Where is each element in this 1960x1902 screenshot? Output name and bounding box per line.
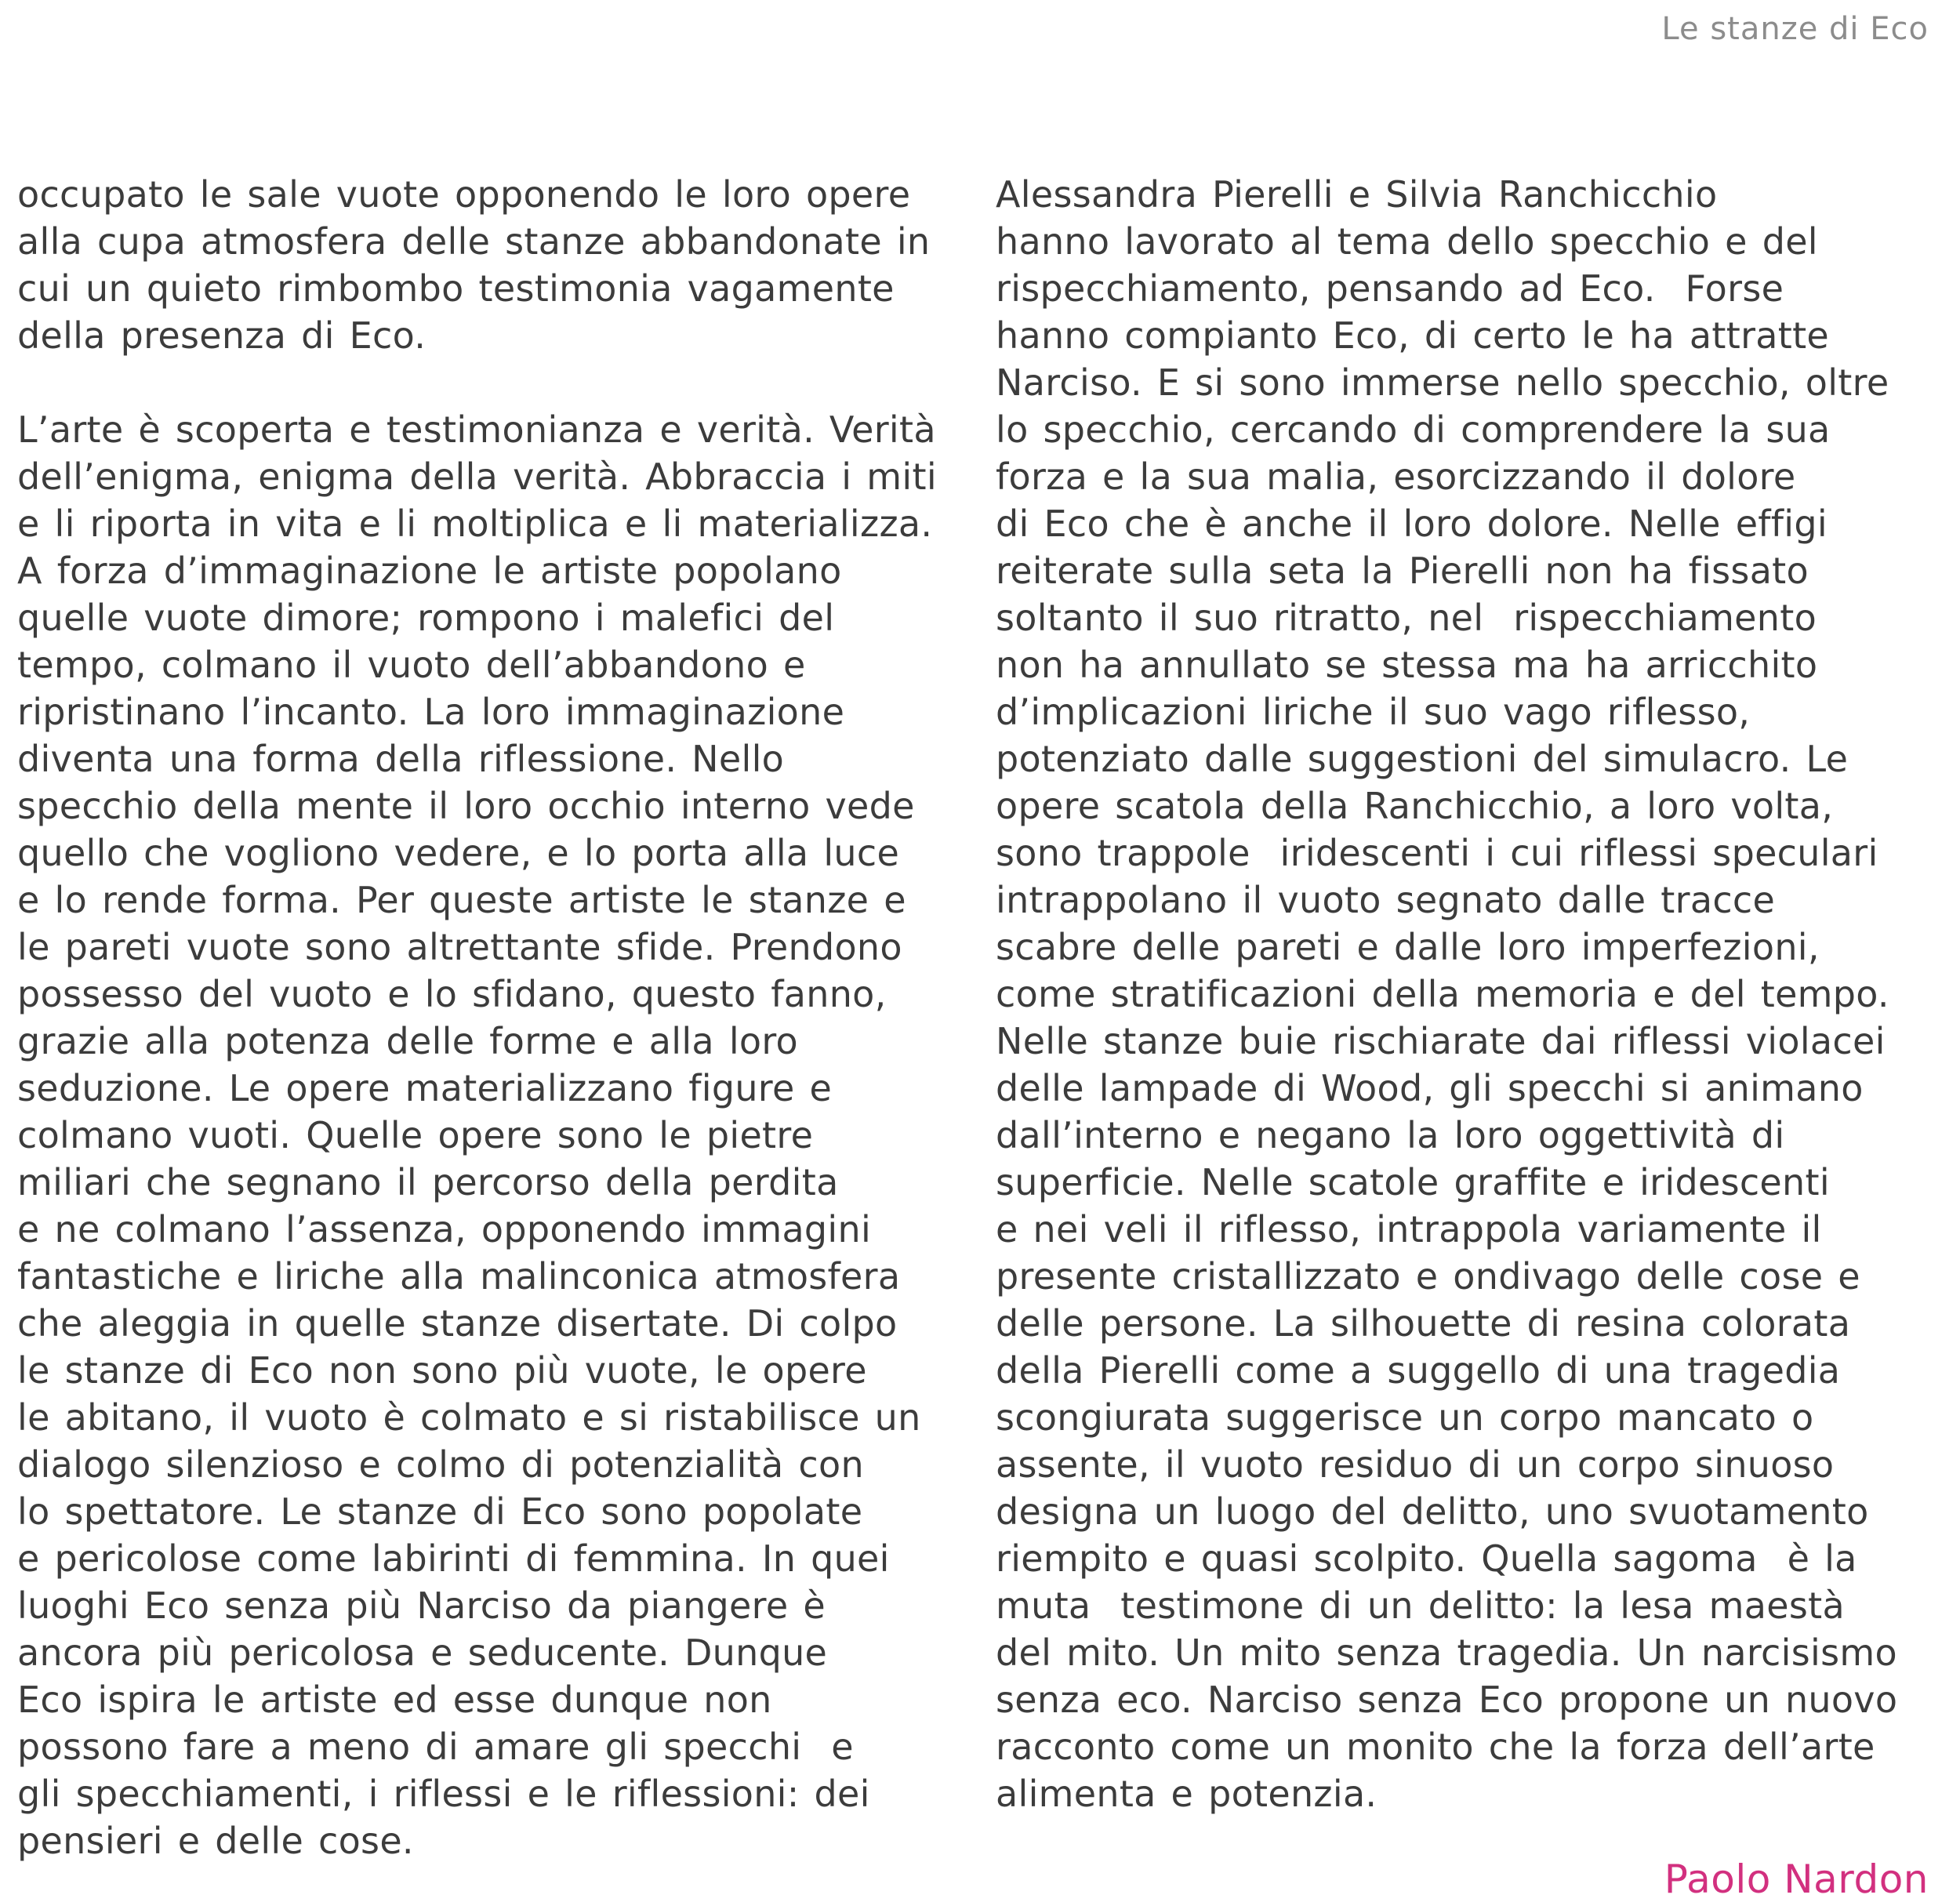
text-line: che aleggia in quelle stanze disertate. Di colpo (17, 1302, 898, 1345)
text-line: e ne colmano l’assenza, opponendo immagini (17, 1208, 872, 1250)
text-line: e lo rende forma. Per queste artiste le stanze e (17, 879, 906, 921)
text-line: Eco ispira le artiste ed esse dunque non (17, 1679, 772, 1721)
author-signature: Paolo Nardon (1664, 1857, 1929, 1902)
text-line: quelle vuote dimore; rompono i malefici del (17, 597, 835, 639)
text-line: presente cristallizzato e ondivago delle cose e (996, 1255, 1860, 1298)
text-line: ancora più pericolosa e seducente. Dunque (17, 1632, 828, 1674)
text-line: scongiurata suggerisce un corpo mancato o (996, 1396, 1814, 1439)
text-line: hanno compianto Eco, di certo le ha attratte (996, 314, 1830, 357)
text-line: specchio della mente il loro occhio interno vede (17, 785, 915, 827)
text-line: possesso del vuoto e lo sfidano, questo fanno, (17, 973, 887, 1015)
text-line: colmano vuoti. Quelle opere sono le pietre (17, 1114, 814, 1156)
right-text-column (996, 171, 1948, 1817)
text-line: della presenza di Eco. (17, 314, 426, 357)
text-line: alla cupa atmosfera delle stanze abbandonate in (17, 220, 931, 263)
text-line: le stanze di Eco non sono più vuote, le opere (17, 1349, 867, 1392)
text-line: sono trappole iridescenti i cui riflessi speculari (996, 832, 1878, 874)
text-line: le abitano, il vuoto è colmato e si ristabilisce un (17, 1396, 921, 1439)
text-line: Nelle stanze buie rischiarate dai riflessi violacei (996, 1020, 1886, 1062)
text-line: di Eco che è anche il loro dolore. Nelle effigi (996, 503, 1828, 545)
text-line: scabre delle pareti e dalle loro imperfezioni, (996, 926, 1820, 968)
text-line: delle persone. La silhouette di resina colorata (996, 1302, 1851, 1345)
text-line: dialogo silenzioso e colmo di potenzialità con (17, 1443, 864, 1486)
text-line: riempito e quasi scolpito. Quella sagoma è la (996, 1537, 1857, 1580)
text-line: possono fare a meno di amare gli specchi e (17, 1726, 854, 1768)
text-line: lo spettatore. Le stanze di Eco sono popolate (17, 1490, 863, 1533)
text-line: quello che vogliono vedere, e lo porta alla luce (17, 832, 900, 874)
text-line: forza e la sua malia, esorcizzando il dolore (996, 456, 1796, 498)
text-line: d’implicazioni liriche il suo vago riflesso, (996, 691, 1751, 733)
right-paragraph (996, 171, 1948, 1817)
text-line: reiterate sulla seta la Pierelli non ha fissato (996, 550, 1809, 592)
left-paragraph-1 (17, 171, 958, 359)
text-line: non ha annullato se stessa ma ha arricchito (996, 644, 1818, 686)
text-line: racconto come un monito che la forza dell’arte (996, 1726, 1875, 1768)
text-line: miliari che segnano il percorso della perdita (17, 1161, 839, 1203)
text-line: lo specchio, cercando di comprendere la sua (996, 408, 1831, 451)
text-line: cui un quieto rimbombo testimonia vagamente (17, 267, 895, 310)
text-line: alimenta e potenzia. (996, 1773, 1377, 1815)
text-line: come stratificazioni della memoria e del tempo. (996, 973, 1889, 1015)
text-line: assente, il vuoto residuo di un corpo sinuoso (996, 1443, 1835, 1486)
text-line: Narciso. E si sono immerse nello specchio, oltre (996, 361, 1889, 404)
text-line: designa un luogo del delitto, uno svuotamento (996, 1490, 1869, 1533)
text-line: intrappolano il vuoto segnato dalle tracce (996, 879, 1776, 921)
text-line: muta testimone di un delitto: la lesa maestà (996, 1584, 1845, 1627)
text-line: L’arte è scoperta e testimonianza e verità. Verità (17, 408, 936, 451)
text-line: le pareti vuote sono altrettante sfide. Prendono (17, 926, 902, 968)
text-line: diventa una forma della riflessione. Nello (17, 738, 785, 780)
text-line: luoghi Eco senza più Narciso da piangere è (17, 1584, 826, 1627)
text-line: occupato le sale vuote opponendo le loro opere (17, 173, 911, 216)
text-line: dall’interno e negano la loro oggettività di (996, 1114, 1785, 1156)
left-text-column (17, 171, 958, 1864)
text-line: senza eco. Narciso senza Eco propone un nuovo (996, 1679, 1898, 1721)
text-line: fantastiche e liriche alla malinconica atmosfera (17, 1255, 901, 1298)
text-line: rispecchiamento, pensando ad Eco. Forse (996, 267, 1784, 310)
text-line: della Pierelli come a suggello di una tragedia (996, 1349, 1841, 1392)
text-line: e li riporta in vita e li moltiplica e li materializza. (17, 503, 933, 545)
text-line: Alessandra Pierelli e Silvia Ranchicchio (996, 173, 1718, 216)
text-line: ripristinano l’incanto. La loro immaginazione (17, 691, 845, 733)
running-header-title: Le stanze di Eco (1661, 11, 1929, 47)
left-paragraph-2 (17, 406, 958, 1864)
text-line: opere scatola della Ranchicchio, a loro volta, (996, 785, 1834, 827)
text-line: hanno lavorato al tema dello specchio e del (996, 220, 1818, 263)
text-line: e pericolose come labirinti di femmina. In quei (17, 1537, 890, 1580)
paragraph-gap (17, 359, 958, 406)
text-line: superficie. Nelle scatole graffite e iridescenti (996, 1161, 1830, 1203)
text-line: pensieri e delle cose. (17, 1820, 414, 1862)
text-line: del mito. Un mito senza tragedia. Un narcisismo (996, 1632, 1897, 1674)
text-line: delle lampade di Wood, gli specchi si animano (996, 1067, 1864, 1109)
text-line: soltanto il suo ritratto, nel rispecchiamento (996, 597, 1817, 639)
text-line: gli specchiamenti, i riflessi e le riflessioni: dei (17, 1773, 870, 1815)
text-line: potenziato dalle suggestioni del simulacro. Le (996, 738, 1849, 780)
text-line: seduzione. Le opere materializzano figure e (17, 1067, 833, 1109)
text-line: A forza d’immaginazione le artiste popolano (17, 550, 842, 592)
text-line: dell’enigma, enigma della verità. Abbraccia i miti (17, 456, 937, 498)
text-line: e nei veli il riflesso, intrappola variamente il (996, 1208, 1822, 1250)
text-line: tempo, colmano il vuoto dell’abbandono e (17, 644, 806, 686)
text-line: grazie alla potenza delle forme e alla loro (17, 1020, 799, 1062)
